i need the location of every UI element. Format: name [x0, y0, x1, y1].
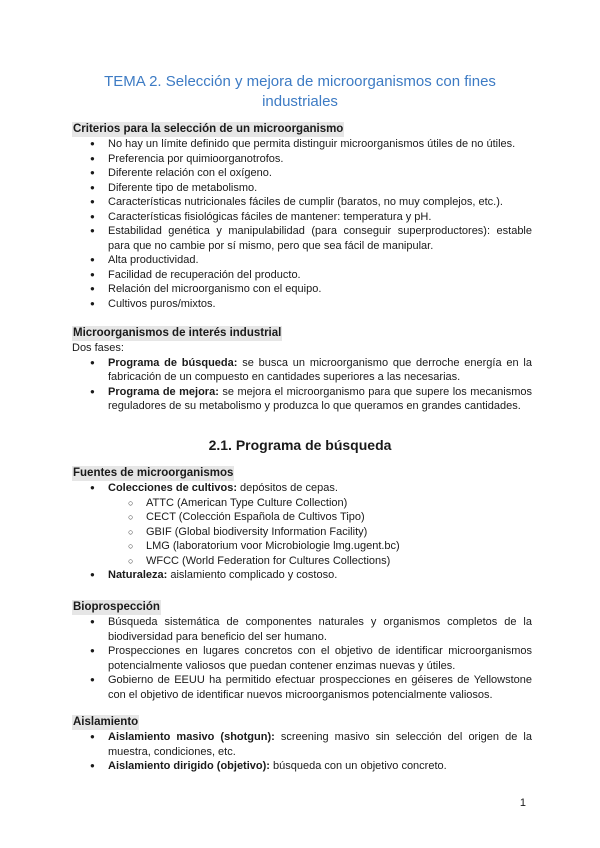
list-item: ○ ATTC (American Type Culture Collection): [72, 496, 532, 511]
list-item: ● Cultivos puros/mixtos.: [72, 297, 532, 312]
section-heading: Aislamiento: [73, 716, 139, 728]
list-item: ● Relación del microorganismo con el equipo.: [72, 282, 532, 297]
subsection-title: 2.1. Programa de búsqueda: [208, 437, 392, 453]
list-item: ● Diferente relación con el oxígeno.: [72, 166, 532, 181]
list-item: [72, 568, 532, 583]
fuentes-list: [72, 481, 532, 496]
list-item: ● Búsqueda sistemática de componentes naturales y organismos completos de la biodiversidad para beneficio del ser humano.: [72, 615, 532, 644]
section-heading: Criterios para la selección de un microorganismo: [73, 123, 344, 135]
list-item: ● Características nutricionales fáciles de cumplir (baratos, no muy complejos, etc.).: [72, 195, 532, 210]
item-text: se busca un microorganismo que derroche energía en la fabricación de un compuesto en cantidades superiores a las necesarias.: [108, 356, 532, 383]
item-term: Aislamiento masivo (shotgun):: [108, 731, 275, 743]
section-fuentes: [72, 463, 532, 583]
intro-text: Dos fases:: [72, 342, 124, 354]
list-item: ● Facilidad de recuperación del producto.: [72, 268, 532, 283]
aislamiento-list: [72, 730, 532, 774]
collections-list: [72, 496, 532, 569]
list-item: ● Prospecciones en lugares concretos con el objetivo de identificar microorganismos potencialmente valiosos que puedan contener enzimas nuevas y útiles.: [72, 644, 532, 673]
criterios-list: [72, 137, 532, 311]
item-text: búsqueda con un objetivo concreto.: [269, 760, 447, 772]
list-item: ● Alta productividad.: [72, 253, 532, 268]
list-item: ○ CECT (Colección Española de Cultivos Tipo): [72, 510, 532, 525]
list-item: [72, 481, 532, 496]
list-item: [72, 385, 532, 414]
list-item: [72, 356, 532, 385]
page-title: TEMA 2. Selección y mejora de microorganismos con fines industriales: [104, 73, 496, 110]
list-item: ● Gobierno de EEUU ha permitido efectuar prospecciones en géiseres de Yellowstone con el objetivo de identificar nuevos microorganismos potencialmente valiosos.: [72, 673, 532, 702]
page-number: 1: [519, 797, 526, 809]
fuentes-list-2: [72, 568, 532, 583]
list-item: [72, 730, 532, 759]
list-item: ● No hay un límite definido que permita distinguir microorganismos útiles de no útiles.: [72, 137, 532, 152]
list-item: ● Diferente tipo de metabolismo.: [72, 181, 532, 196]
list-item: [72, 759, 532, 774]
list-item: ○ GBIF (Global biodiversity Information Facility): [72, 525, 532, 540]
item-term: Colecciones de cultivos:: [108, 482, 237, 494]
section-heading: Microorganismos de interés industrial: [73, 327, 282, 339]
list-item: ○ WFCC (World Federation for Cultures Collections): [72, 554, 532, 569]
list-item: ○ LMG (laboratorium voor Microbiologie lmg.ugent.bc): [72, 539, 532, 554]
item-term: Naturaleza:: [108, 569, 168, 581]
list-item: ● Características fisiológicas fáciles de mantener: temperatura y pH.: [72, 210, 532, 225]
section-criterios: [72, 119, 532, 311]
item-text: se mejora el microorganismo para que supere los mecanismos reguladores de su metabolismo y produzca lo que queramos en grandes cantidades.: [108, 385, 532, 412]
item-text: aislamiento complicado y costoso.: [167, 569, 338, 581]
section-aislamiento: [72, 712, 532, 774]
section-interes: [72, 323, 532, 414]
item-term: Programa de búsqueda:: [108, 356, 238, 369]
interes-list: [72, 356, 532, 414]
item-term: Aislamiento dirigido (objetivo):: [108, 760, 270, 772]
list-item: ● Estabilidad genética y manipulabilidad (para conseguir superproductores): estable para que no cambie por sí mismo, pero que sea fácil de manipular.: [72, 224, 532, 253]
item-text: depósitos de cepas.: [236, 482, 338, 494]
bioprospeccion-list: [72, 615, 532, 702]
section-heading: Fuentes de microorganismos: [73, 467, 234, 479]
list-item: ● Preferencia por quimioorganotrofos.: [72, 152, 532, 167]
item-text: screening masivo sin selección del origen de la muestra, condiciones, etc.: [108, 731, 532, 758]
item-term: Programa de mejora:: [108, 385, 219, 398]
section-heading: Bioprospección: [73, 601, 160, 613]
section-bioprospeccion: [72, 597, 532, 702]
